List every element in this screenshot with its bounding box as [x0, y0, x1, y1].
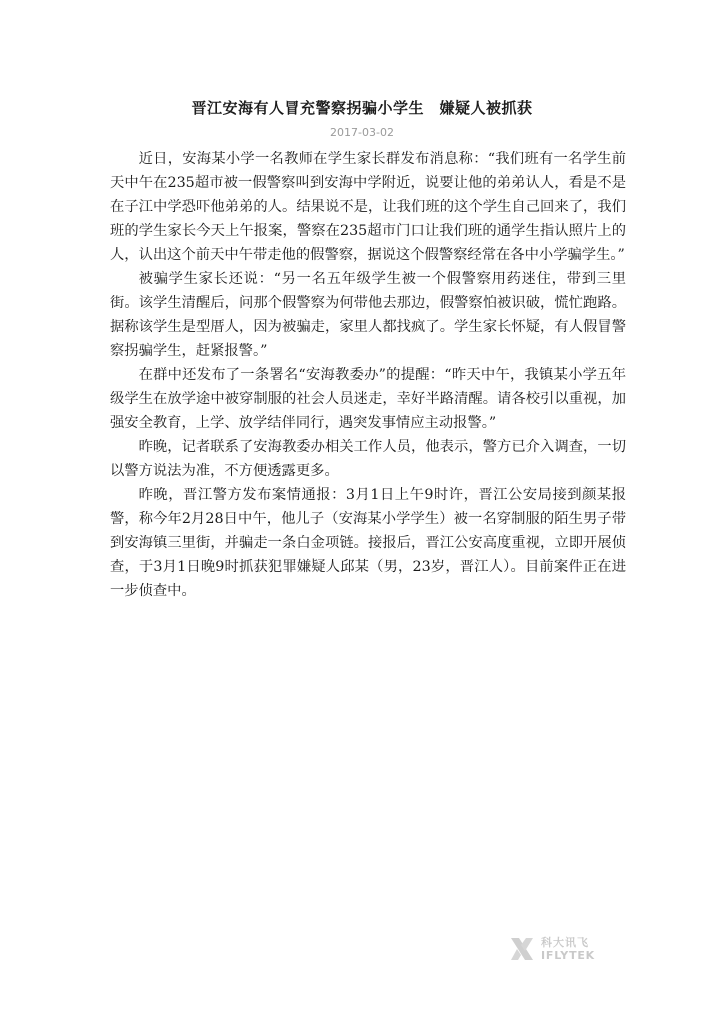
watermark-text-en: IFLYTEK [541, 949, 596, 962]
iflytek-watermark [508, 932, 618, 966]
watermark-text-cn: 科大讯飞 [541, 936, 589, 949]
article-body [110, 147, 626, 603]
paragraph-5: 昨晚，晋江警方发布案情通报：3月1日上午9时许，晋江公安局接到颜某报警，称今年2月28日中午，他儿子（安海某小学学生）被一名穿制服的陌生男子带到安海镇三里街，并骗走一条白金项链。接报后，晋江公安高度重视，立即开展侦查，于3月1日晚9时抓获犯罪嫌疑人邱某（男，23岁，晋江人）。目前案件正在进一步侦查中。 [110, 487, 626, 599]
paragraph-4: 昨晚，记者联系了安海教委办相关工作人员，他表示，警方已介入调查，一切以警方说法为准，不方便透露更多。 [110, 439, 626, 479]
article-date: 2017-03-02 [330, 126, 394, 139]
article-title: 晋江安海有人冒充警察拐骗小学生 嫌疑人被抓获 [191, 99, 533, 117]
paragraph-3: 在群中还发布了一条署名“安海教委办”的提醒：“昨天中午，我镇某小学五年级学生在放学途中被穿制服的社会人员迷走，幸好半路清醒。请各校引以重视，加强安全教育，上学、放学结伴同行，遇突发事情应主动报警。” [110, 367, 626, 431]
paragraph-1: 近日，安海某小学一名教师在学生家长群发布消息称：“我们班有一名学生前天中午在235超市被一假警察叫到安海中学附近，说要让他的弟弟认人，看是不是在子江中学恐吓他弟弟的人。结果说不是，让我们班的这个学生自己回来了，我们班的学生家长今天上午报案，警察在235超市门口让我们班的通学生指认照片上的人，认出这个前天中午带走他的假警察，据说这个假警察经常在各中小学骗学生。” [110, 151, 626, 263]
iflytek-x-icon [508, 935, 536, 963]
paragraph-2: 被骗学生家长还说：“另一名五年级学生被一个假警察用药迷住，带到三里街。该学生清醒后，问那个假警察为何带他去那边，假警察怕被识破，慌忙跑路。据称该学生是型厝人，因为被骗走，家里人都找疯了。学生家长怀疑，有人假冒警察拐骗学生，赶紧报警。” [110, 271, 626, 359]
